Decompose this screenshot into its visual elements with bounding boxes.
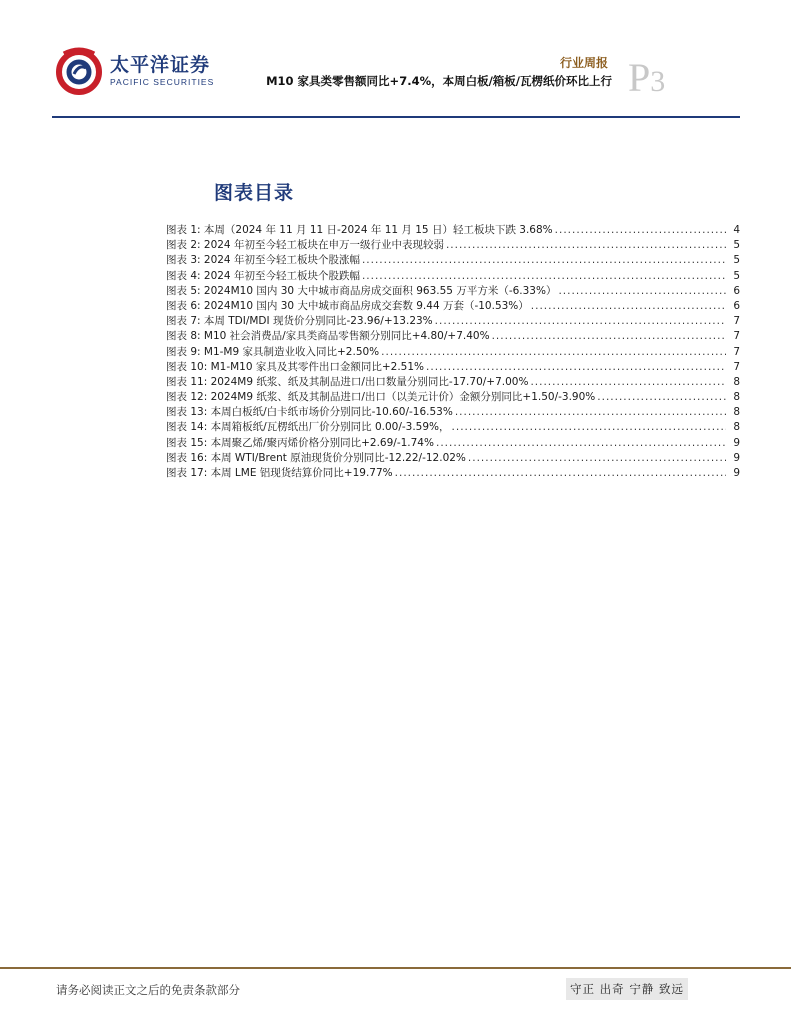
toc-item-label: 图表 15: 本周聚乙烯/聚丙烯价格分别同比+2.69/-1.74% [166,436,434,449]
toc-item-page: 8 [733,406,740,419]
toc-item[interactable] [166,359,740,374]
toc-item-page: 8 [733,421,740,434]
toc-leader [492,330,726,342]
toc-item-label: 图表 9: M1-M9 家具制造业收入同比+2.50% [166,345,380,358]
toc-item[interactable] [166,298,740,313]
toc-item-label: 图表 14: 本周箱板纸/瓦楞纸出厂价分别同比 0.00/-3.59%， [166,421,450,434]
toc-item-page: 6 [733,284,740,297]
toc-item-page: 7 [733,315,740,328]
toc-leader [597,391,726,403]
toc-item-page: 5 [733,269,740,282]
toc-item[interactable] [166,419,740,434]
toc-leader [362,270,726,282]
toc-item-page: 5 [733,239,740,252]
toc-item-page: 7 [733,330,740,343]
toc-leader [395,467,726,479]
toc-item[interactable] [166,374,740,389]
toc-list [166,222,740,480]
company-slogan: 守正 出奇 宁静 致远 [566,978,688,1000]
logo-english-name: PACIFIC SECURITIES [110,77,215,87]
toc-leader [555,224,726,236]
page-letter: P [628,55,651,100]
toc-leader [468,452,726,464]
logo-chinese-name: 太平洋证券 [110,54,211,76]
toc-item[interactable] [166,328,740,343]
company-logo [52,44,215,96]
toc-item-label: 图表 8: M10 社会消费品/家具类商品零售额分别同比+4.80/+7.40% [166,330,490,343]
toc-leader [452,421,726,433]
toc-item[interactable] [166,283,740,298]
toc-leader [362,254,726,266]
toc-item[interactable] [166,237,740,252]
toc-item-page: 7 [733,345,740,358]
toc-item-page: 6 [733,299,740,312]
toc-item-label: 图表 5: 2024M10 国内 30 大中城市商品房成交面积 963.55 万平方米（-6.33%） [166,284,557,297]
page-number [628,55,666,102]
toc-item-page: 9 [733,451,740,464]
toc-item-label: 图表 7: 本周 TDI/MDI 现货价分别同比-23.96/+13.23% [166,315,433,328]
toc-item[interactable] [166,450,740,465]
toc-item[interactable] [166,344,740,359]
toc-item-label: 图表 10: M1-M10 家具及其零件出口金额同比+2.51% [166,360,425,373]
toc-item-label: 图表 16: 本周 WTI/Brent 原油现货价分别同比-12.22/-12.02% [166,451,466,464]
header-divider [52,116,740,118]
toc-item-label: 图表 12: 2024M9 纸浆、纸及其制品进口/出口（以美元计价）金额分别同比+1.50/-3.90% [166,391,596,404]
page-digit: 3 [650,65,666,98]
toc-item[interactable] [166,465,740,480]
toc-leader [436,437,726,449]
toc-item[interactable] [166,252,740,267]
toc-item-page: 7 [733,360,740,373]
toc-item-page: 4 [733,224,740,236]
toc-item[interactable] [166,389,740,404]
toc-item-label: 图表 3: 2024 年初至今轻工板块个股涨幅 [166,254,360,267]
disclaimer-text: 请务必阅读正文之后的免责条款部分 [56,983,240,997]
toc-item-label: 图表 4: 2024 年初至今轻工板块个股跌幅 [166,269,360,282]
toc-title: 图表目录 [214,182,295,204]
toc-item-label: 图表 6: 2024M10 国内 30 大中城市商品房成交套数 9.44 万套（-10.53%） [166,299,529,312]
report-headline: M10 家具类零售额同比+7.4%，本周白板/箱板/瓦楞纸价环比上行 [266,74,612,88]
toc-leader [455,406,726,418]
toc-leader [530,376,726,388]
toc-item-label: 图表 17: 本周 LME 铝现货结算价同比+19.77% [166,467,393,479]
toc-item-page: 9 [733,436,740,449]
toc-item-page: 5 [733,254,740,267]
toc-item[interactable] [166,435,740,450]
toc-item-page: 8 [733,375,740,388]
toc-leader [558,285,726,297]
toc-leader [426,361,726,373]
toc-item-label: 图表 13: 本周白板纸/白卡纸市场价分别同比-10.60/-16.53% [166,406,453,419]
pacific-securities-logo-icon [52,44,106,98]
toc-item[interactable] [166,222,740,237]
toc-item[interactable] [166,404,740,419]
footer-divider [0,967,791,969]
toc-item-label: 图表 2: 2024 年初至今轻工板块在申万一级行业中表现较弱 [166,239,444,252]
toc-leader [435,315,726,327]
toc-item-page: 9 [733,467,740,479]
toc-item[interactable] [166,268,740,283]
toc-item-label: 图表 11: 2024M9 纸浆、纸及其制品进口/出口数量分别同比-17.70/+7.00% [166,375,529,388]
toc-leader [531,300,726,312]
toc-leader [446,239,726,251]
toc-leader [381,346,726,358]
toc-item-label: 图表 1: 本周（2024 年 11 月 11 日-2024 年 11 月 15 日）轻工板块下跌 3.68% [166,224,553,236]
toc-item-page: 8 [733,391,740,404]
report-type: 行业周报 [559,56,608,70]
toc-item[interactable] [166,313,740,328]
